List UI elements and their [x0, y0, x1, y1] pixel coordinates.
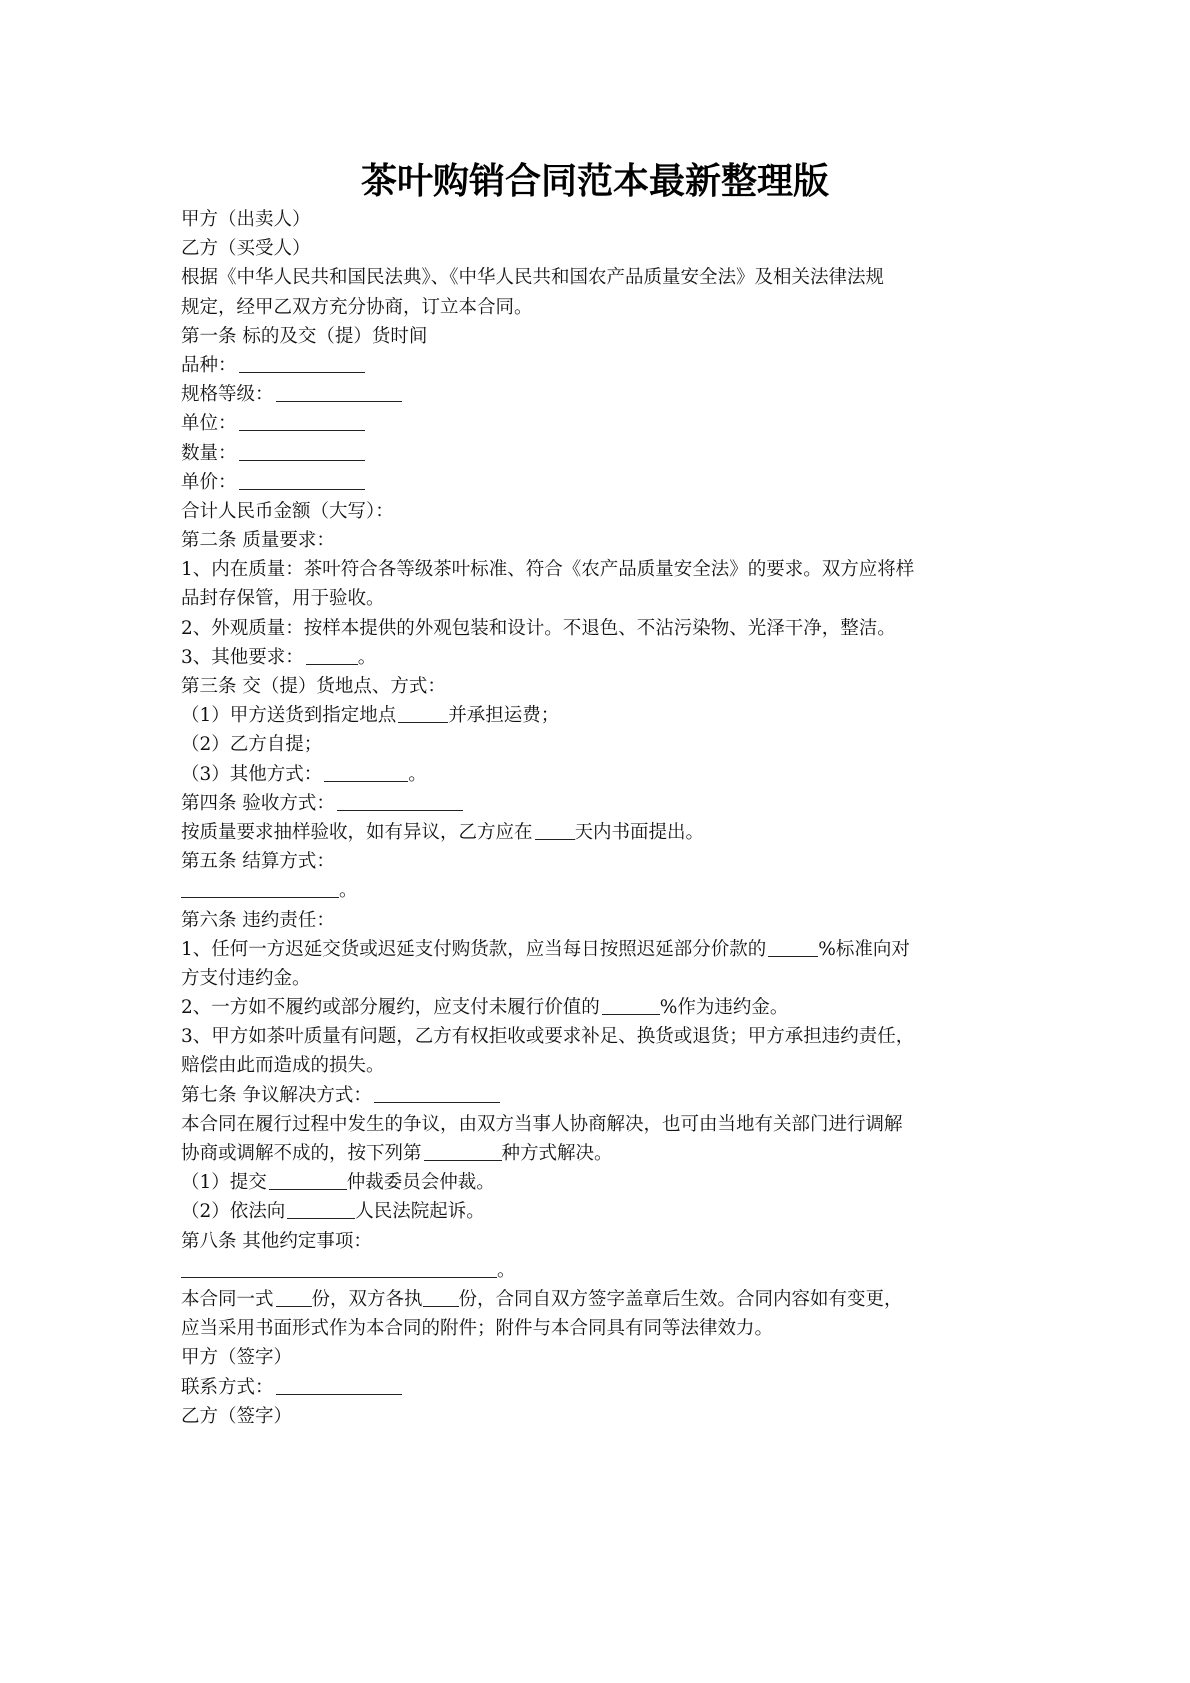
- line-text: 品封存保管，用于验收。: [181, 588, 385, 610]
- document-line: [181, 1139, 1021, 1168]
- document-line: [181, 1051, 1021, 1080]
- document-line: [181, 409, 1021, 438]
- fill-in-blank[interactable]: [423, 1288, 459, 1307]
- document-line: [181, 876, 1021, 905]
- fill-in-blank[interactable]: [181, 879, 339, 898]
- document-line: [181, 847, 1021, 876]
- fill-in-blank[interactable]: [374, 1084, 500, 1103]
- line-text: 应当采用书面形式作为本合同的附件；附件与本合同具有同等法律效力。: [181, 1318, 774, 1340]
- line-text: 第三条 交（提）货地点、方式：: [181, 676, 446, 697]
- line-text: 第一条 标的及交（提）货时间: [181, 325, 428, 347]
- line-text-after-blank: %作为违约金。: [659, 997, 789, 1019]
- line-text: 第四条 验收方式：: [181, 792, 335, 814]
- line-text: （2）依法向: [181, 1201, 286, 1223]
- document-line: [181, 730, 1021, 759]
- document-line: [181, 760, 1021, 789]
- document-line: [181, 614, 1021, 643]
- document-line: [181, 263, 1021, 292]
- fill-in-blank[interactable]: [424, 1142, 502, 1161]
- line-text: 第五条 结算方式：: [181, 851, 335, 873]
- line-text: （3）其他方式：: [181, 763, 323, 785]
- document-title: 茶叶购销合同范本最新整理版: [360, 161, 829, 202]
- line-text: 1、内在质量：茶叶符合各等级茶叶标准、符合《农产品质量安全法》的要求。双方应将样: [181, 559, 915, 581]
- document-line: [181, 1022, 1021, 1051]
- document-line: [181, 1081, 1021, 1110]
- line-text: 本合同在履行过程中发生的争议，由双方当事人协商解决，也可由当地有关部门进行调解: [181, 1113, 903, 1135]
- line-text: 联系方式：: [181, 1376, 274, 1398]
- line-text: 2、一方如不履约或部分履约，应支付未履行价值的: [181, 997, 600, 1019]
- document-line: [181, 1197, 1021, 1226]
- line-text: 2、外观质量：按样本提供的外观包装和设计。不退色、不沾污染物、光泽干净，整洁。: [181, 617, 896, 639]
- line-text: 第七条 争议解决方式：: [181, 1084, 372, 1106]
- line-text: 3、其他要求：: [181, 646, 304, 668]
- document-line: [181, 1314, 1021, 1343]
- document-line: [181, 439, 1021, 468]
- document-line: [181, 906, 1021, 935]
- document-line: [181, 964, 1021, 993]
- fill-in-blank[interactable]: [768, 938, 818, 957]
- line-text-after-blank: 。: [357, 646, 377, 668]
- fill-in-blank[interactable]: [269, 1171, 347, 1190]
- document-line: [181, 293, 1021, 322]
- fill-in-blank[interactable]: [398, 704, 448, 723]
- line-text: 数量：: [181, 442, 237, 464]
- line-text: 第六条 违约责任：: [181, 909, 335, 931]
- line-text: 合计人民币金额（大写）：: [181, 500, 394, 522]
- fill-in-blank[interactable]: [276, 1288, 312, 1307]
- document-line: [181, 701, 1021, 730]
- fill-in-blank[interactable]: [181, 1259, 497, 1278]
- document-line: [181, 380, 1021, 409]
- document-line: [181, 555, 1021, 584]
- document-line: [181, 526, 1021, 555]
- document-line: [181, 1110, 1021, 1139]
- document-line: [181, 468, 1021, 497]
- line-text: 规格等级：: [181, 384, 274, 406]
- document-line: [181, 1343, 1021, 1372]
- fill-in-blank[interactable]: [276, 383, 402, 402]
- line-text-after-blank: 人民法院起诉。: [355, 1201, 485, 1223]
- line-text: 赔偿由此而造成的损失。: [181, 1055, 385, 1077]
- line-text: （1）甲方送货到指定地点: [181, 705, 397, 727]
- line-text-after-blank: 。: [339, 880, 358, 902]
- document-line: [181, 672, 1021, 701]
- line-text: 本合同一式: [181, 1288, 274, 1310]
- line-text-after-blank: 仲裁委员会仲裁。: [346, 1172, 495, 1194]
- fill-in-blank[interactable]: [239, 471, 365, 490]
- document-line: [181, 789, 1021, 818]
- fill-in-blank[interactable]: [239, 354, 365, 373]
- document-line: [181, 818, 1021, 847]
- document-line: [181, 1168, 1021, 1197]
- line-text-after-blank: 天内书面提出。: [574, 821, 705, 843]
- line-text: 规定，经甲乙双方充分协商，订立本合同。: [181, 296, 533, 318]
- line-text-after-blank: 。: [408, 763, 427, 785]
- line-text: 按质量要求抽样验收，如有异议，乙方应在: [181, 821, 533, 843]
- line-text-after-blank: 种方式解决。: [501, 1143, 613, 1164]
- line-text: 第二条 质量要求：: [181, 530, 335, 552]
- line-text: 第八条 其他约定事项：: [181, 1230, 372, 1252]
- document-line: [181, 935, 1021, 964]
- document-line: [181, 1402, 1021, 1431]
- fill-in-blank[interactable]: [306, 646, 358, 665]
- line-text: 品种：: [181, 354, 237, 376]
- document-line: [181, 234, 1021, 263]
- line-text: 单价：: [181, 471, 237, 493]
- line-text-after-blank: 。: [497, 1259, 516, 1281]
- line-text: 甲方（出卖人）: [181, 209, 311, 230]
- line-text: 1、任何一方迟延交货或迟延支付购货款，应当每日按照迟延部分价款的: [181, 938, 767, 960]
- line-text: （1）提交: [181, 1172, 267, 1194]
- line-text-after-blank: 份，合同自双方签字盖章后生效。合同内容如有变更，: [458, 1288, 903, 1310]
- line-text: 甲方（签字）: [181, 1347, 293, 1369]
- document-line: [181, 993, 1021, 1022]
- document-line: [181, 643, 1021, 672]
- line-text: 单位：: [181, 413, 237, 435]
- document-line: [181, 322, 1021, 351]
- fill-in-blank[interactable]: [239, 412, 365, 431]
- line-text: 乙方（签字）: [181, 1405, 293, 1427]
- document-line: [181, 1256, 1021, 1285]
- fill-in-blank[interactable]: [239, 442, 365, 461]
- line-text: 3、甲方如茶叶质量有问题，乙方有权拒收或要求补足、换货或退货；甲方承担违约责任，: [181, 1026, 915, 1048]
- fill-in-blank[interactable]: [287, 1200, 355, 1219]
- line-text-after-blank: 并承担运费；: [448, 705, 560, 727]
- document-line: [181, 584, 1021, 613]
- fill-in-blank[interactable]: [324, 763, 408, 782]
- document-line: [181, 205, 1021, 234]
- line-text: 根据《中华人民共和国民法典》、《中华人民共和国农产品质量安全法》及相关法律法规: [181, 267, 885, 289]
- document-body: [181, 205, 1021, 1431]
- fill-in-blank[interactable]: [337, 792, 463, 811]
- document-line: [181, 1285, 1021, 1314]
- fill-in-blank[interactable]: [602, 996, 660, 1015]
- document-line: [181, 497, 1021, 526]
- document-line: [181, 1227, 1021, 1256]
- line-text-after-blank: %标准向对: [818, 938, 910, 960]
- line-text: （2）乙方自提；: [181, 734, 323, 756]
- line-text: 协商或调解不成的，按下列第: [181, 1143, 422, 1164]
- fill-in-blank[interactable]: [276, 1376, 402, 1395]
- document-line: [181, 1373, 1021, 1402]
- line-text-after-blank: 份，双方各执: [311, 1288, 423, 1310]
- line-text: 方支付违约金。: [181, 967, 311, 989]
- fill-in-blank[interactable]: [535, 821, 575, 840]
- line-text: 乙方（买受人）: [181, 238, 311, 260]
- document-line: [181, 351, 1021, 380]
